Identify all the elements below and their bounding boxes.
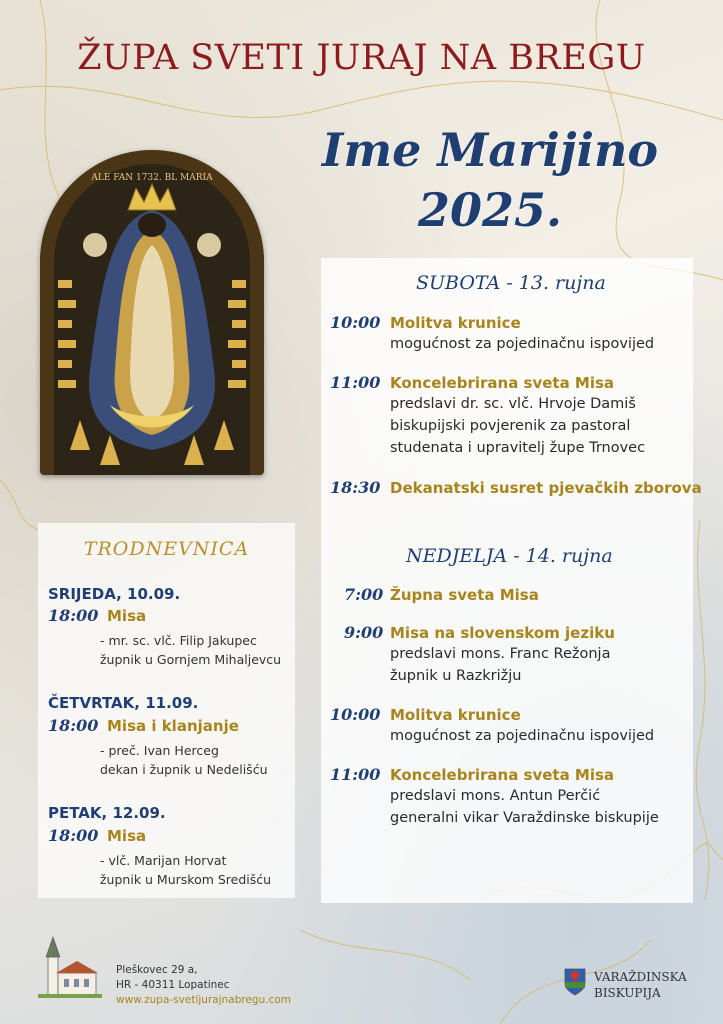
tri-line-2-1: - preč. Ivan Herceg — [100, 743, 219, 758]
sun-line-4-2: generalni vikar Varaždinske biskupije — [390, 810, 659, 826]
church-icon — [38, 935, 102, 1001]
sun-line-3-1: mogućnost za pojedinačnu ispovijed — [390, 728, 655, 744]
sat-time-1: 10:00 — [330, 313, 381, 332]
parish-title: ŽUPA SVETI JURAJ NA BREGU — [77, 38, 646, 78]
diocese-name-line2: BISKUPIJA — [594, 986, 661, 1000]
sat-title-2: Koncelebrirana sveta Misa — [390, 374, 615, 392]
event-title-name: Ime Marijino — [321, 123, 659, 177]
tri-line-3-1: - vlč. Marijan Horvat — [100, 853, 227, 868]
sat-time-3: 18:30 — [330, 478, 381, 497]
tri-title-3: Misa — [107, 827, 147, 845]
sun-line-2-1: predslavi mons. Franc Režonja — [390, 646, 611, 662]
sun-title-1: Župna sveta Misa — [390, 586, 539, 604]
triduum-heading: TRODNEVNICA — [83, 538, 250, 560]
event-title — [290, 120, 690, 240]
sun-time-3: 10:00 — [330, 705, 381, 724]
tri-title-2: Misa i klanjanje — [107, 717, 239, 735]
sun-time-2: 9:00 — [344, 623, 384, 642]
sun-title-3: Molitva krunice — [390, 706, 521, 724]
sunday-heading: NEDJELJA - 14. rujna — [406, 545, 613, 567]
sat-line-2-3: studenata i upravitelj župe Trnovec — [390, 440, 646, 456]
tri-date-1: SRIJEDA, 10.09. — [48, 585, 181, 603]
sun-line-2-2: župnik u Razkrižju — [390, 668, 522, 684]
sun-line-4-1: predslavi mons. Antun Perčić — [390, 788, 601, 804]
website-link[interactable]: www.zupa-svetijurajnabregu.com — [116, 994, 291, 1006]
sun-time-4: 11:00 — [330, 765, 381, 784]
sat-time-2: 11:00 — [330, 373, 381, 392]
tri-line-1-2: župnik u Gornjem Mihaljevcu — [100, 652, 282, 667]
sat-title-1: Molitva krunice — [390, 314, 521, 332]
diocese-coat-of-arms-icon — [564, 968, 586, 996]
diocese-name-line1: VARAŽDINSKA — [594, 970, 687, 984]
tri-line-1-1: - mr. sc. vlč. Filip Jakupec — [100, 633, 257, 648]
sat-line-2-1: predslavi dr. sc. vlč. Hrvoje Damiš — [390, 396, 636, 412]
icon-inscription: ALE FAN 1732. BL MARIA — [91, 173, 213, 183]
sat-title-3: Dekanatski susret pjevačkih zborova — [390, 479, 702, 497]
sun-title-4: Koncelebrirana sveta Misa — [390, 766, 615, 784]
saturday-heading: SUBOTA - 13. rujna — [416, 272, 606, 294]
tri-line-2-2: dekan i župnik u Nedelišću — [100, 762, 268, 777]
madonna-icon-image — [40, 150, 264, 475]
tri-line-3-2: župnik u Murskom Središću — [100, 872, 272, 887]
address-city: HR - 40311 Lopatinec — [116, 979, 230, 991]
footer-address — [116, 963, 291, 1008]
sun-time-1: 7:00 — [344, 585, 384, 604]
tri-title-1: Misa — [107, 607, 147, 625]
tri-date-2: ČETVRTAK, 11.09. — [48, 694, 199, 712]
sun-title-2: Misa na slovenskom jeziku — [390, 624, 615, 642]
sat-line-1-1: mogućnost za pojedinačnu ispovijed — [390, 336, 655, 352]
tri-time-2: 18:00 — [48, 716, 99, 735]
tri-date-3: PETAK, 12.09. — [48, 804, 166, 822]
event-title-year: 2025. — [417, 183, 563, 237]
diocese-name — [594, 969, 687, 1001]
address-street: Pleškovec 29 a, — [116, 964, 198, 976]
tri-time-3: 18:00 — [48, 826, 99, 845]
sat-line-2-2: biskupijski povjerenik za pastoral — [390, 418, 631, 434]
tri-time-1: 18:00 — [48, 606, 99, 625]
